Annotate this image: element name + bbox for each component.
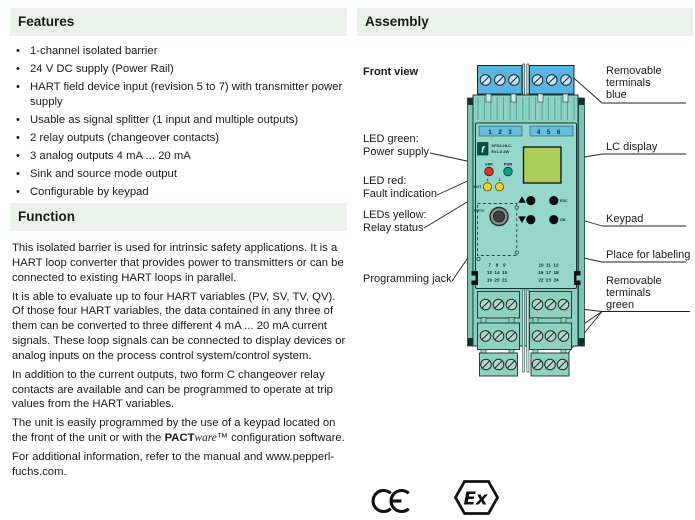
svg-text:22 23 24: 22 23 24 (538, 277, 559, 283)
pf-logo (478, 143, 489, 156)
mounting-clip-left (472, 271, 479, 285)
press-label: PRESS (474, 208, 485, 213)
label-programming-jack: Programming jack (363, 273, 452, 285)
function-header: Function (10, 203, 347, 231)
label-place-for-labeling: Place for labeling (606, 249, 691, 261)
center-post (523, 290, 525, 372)
top-numbers-left: 1 2 3 (488, 130, 512, 136)
label-led-green: LED green: Power supply (363, 133, 430, 158)
pactware-brand-italic: ware (194, 432, 217, 445)
label-leds-yellow: LEDs yellow: Relay status (363, 209, 427, 234)
function-paragraph: It is able to evaluate up to four HART variables (PV, SV, TV, QV). Of those four HART variables, the data contained in any three of them can be converted to three different 4 mA ... 20 mA current signals. These loop signals can be connected to display devices or analog inputs on the process control system/control system. (12, 290, 346, 362)
function-paragraph: The unit is easily programmed by the use of a keypad located on the front of the unit or with the PACTware™ configuration software. (12, 417, 345, 445)
led-yellow-1 (483, 183, 491, 191)
feature-item: • 24 V DC supply (Power Rail) (12, 62, 346, 77)
led-err-label: ERR (485, 162, 493, 167)
lc-display (524, 147, 562, 183)
function-paragraph: In addition to the current outputs, two form C changeover relay contacts are available and can be programmed to operate at trip values from the HART variables. (12, 368, 333, 411)
din-rail-right (579, 98, 585, 346)
feature-item: • Configurable by keypad (12, 185, 346, 200)
led-2-label: 2 (498, 178, 501, 182)
keypad-button-down (526, 215, 535, 224)
feature-item: • 2 relay outputs (changeover contacts) (12, 131, 346, 146)
ex-mark (456, 482, 498, 514)
svg-text:16 17 18: 16 17 18 (538, 270, 559, 275)
ex-mark-text: Ex (463, 488, 488, 510)
svg-text:10 11 12: 10 11 12 (538, 262, 559, 268)
feature-item: • 3 analog outputs 4 mA ... 20 mA (12, 149, 346, 164)
label-terminals-green: Removable terminals green (606, 275, 662, 311)
features-list (12, 44, 346, 203)
esc-label: ESC (560, 199, 568, 204)
svg-text:7 8 9: 7 8 9 (488, 262, 506, 268)
function-paragraph: For additional information, refer to the manual and www.pepperl-fuchs.com. (12, 451, 335, 478)
model-line-2: Ex1.D.2W (491, 148, 510, 154)
label-lc-display: LC display (606, 141, 658, 153)
led-1-label: 1 (486, 178, 489, 182)
center-post (527, 290, 529, 372)
feature-item: • HART field device input (revision 5 to 7) with transmitter power supply (12, 80, 346, 110)
feature-item: • 1-channel isolated barrier (12, 44, 346, 59)
keypad-button-esc (549, 196, 558, 205)
label-terminals-blue: Removable terminals blue (606, 65, 662, 101)
assembly-header: Assembly (357, 8, 693, 36)
pf-logo-glyph: f (481, 144, 485, 155)
label-keypad: Keypad (606, 213, 644, 225)
led-red (485, 167, 494, 176)
label-led-red: LED red: Fault indication (363, 175, 437, 200)
svg-text:13 14 15: 13 14 15 (486, 270, 508, 275)
led-green (504, 167, 513, 176)
svg-text:19 20 21: 19 20 21 (486, 277, 508, 283)
feature-item: • Usable as signal splitter (1 input and multiple outputs) (12, 113, 346, 128)
led-pwr-label: PWR (503, 162, 513, 167)
center-post (523, 64, 525, 94)
keypad-button-ok (549, 215, 558, 224)
model-line-1: KFD2-HLC- (491, 143, 513, 148)
led-yellow-2 (495, 183, 503, 191)
device-front-view (468, 64, 585, 376)
feature-item: • Sink and source mode output (12, 167, 346, 182)
function-text (12, 241, 350, 484)
led-out-label: OUT (473, 185, 482, 190)
function-paragraph: This isolated barrier is used for intrinsic safety applications. It is a HART loop converter that provides power to transmitters or can be connected to existing HART loops in parallel. (12, 242, 344, 284)
features-header: Features (10, 8, 347, 36)
ce-mark (373, 491, 409, 512)
front-view-label: Front view (363, 66, 419, 78)
mounting-clip-right (574, 271, 581, 285)
top-numbers-right: 4 5 6 (536, 130, 561, 136)
pactware-brand-bold: PACT (164, 432, 195, 445)
ok-label: OK (560, 218, 566, 223)
center-post (527, 64, 529, 94)
keypad-button-up (526, 196, 535, 205)
trademark-symbol: ™ (216, 432, 229, 445)
